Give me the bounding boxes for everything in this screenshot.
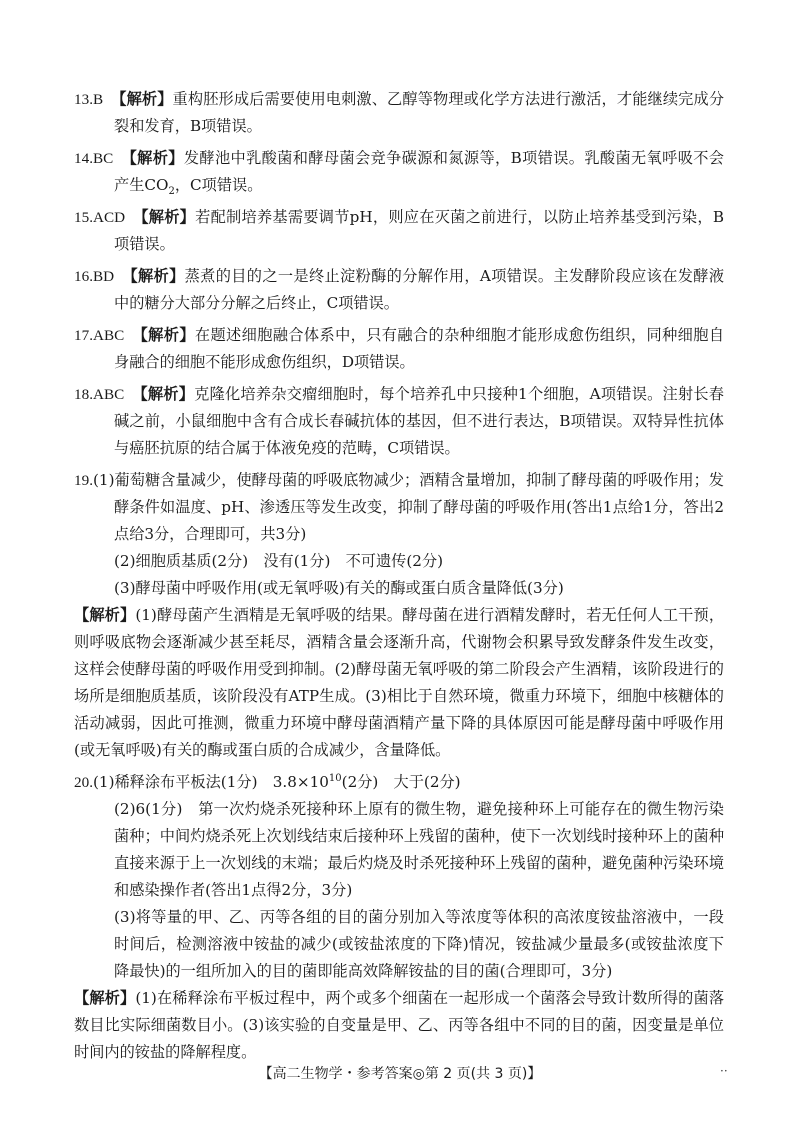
item-number: 15. [74, 209, 93, 226]
answer-item-19 [74, 467, 724, 764]
analysis-tag: 【解析】 [132, 326, 195, 344]
item-text: 在题述细胞融合体系中，只有融合的杂种细胞才能形成愈伤组织，同种细胞自身融合的细胞不能形成愈伤组织，D项错误。 [114, 326, 725, 371]
q19-part-3: (3)酵母菌中呼吸作用(或无氧呼吸)有关的酶或蛋白质含量降低(3分) [114, 579, 564, 597]
q19-analysis [74, 602, 724, 764]
item-text: 蒸煮的目的之一是终止淀粉酶的分解作用，A项错误。主发酵阶段应该在发酵液中的糖分大部分分解之后终止，C项错误。 [114, 267, 725, 312]
q20-part-1 [74, 769, 724, 796]
analysis-tag: 【解析】 [132, 385, 195, 403]
subscript: 2 [168, 186, 175, 198]
item-number: 17. [74, 327, 93, 344]
answer-item-20 [74, 769, 724, 1066]
item-text-end: ，C项错误。 [174, 176, 263, 194]
analysis-tag: 【解析】 [133, 208, 196, 226]
item-answer: ABC [92, 386, 125, 403]
analysis-tag: 【解析】 [74, 989, 136, 1007]
superscript: 10 [328, 772, 342, 784]
page-mark: ·· [720, 1064, 728, 1078]
answer-item-18 [74, 381, 724, 462]
item-number: 14. [74, 150, 93, 167]
q20-part-2: (2)6(1分) 第一次灼烧杀死接种环上原有的微生物，避免接种环上可能存在的微生物污染菌种；中间灼烧杀死上次划线结束后接种环上残留的菌种，使下一次划线时接种环上的菌种直接来源于上一次划线的末端；最后灼烧及时杀死接种环上残留的菌种，避免菌种污染环境和感染操作者(答出1点得2分，3分) [114, 800, 724, 899]
item-text: 发酵池中乳酸菌和酵母菌会竞争碳源和氮源等，B项错误。乳酸菌无氧呼吸不会产生CO [114, 149, 724, 194]
q20-analysis [74, 985, 724, 1066]
q20-analysis-text: (1)在稀释涂布平板过程中，两个或多个细菌在一起形成一个菌落会导致计数所得的菌落数目比实际细菌数目小。(3)该实验的自变量是甲、乙、丙等各组中不同的目的菌，因变量是单位时间内的铵盐的降解程度。 [74, 989, 725, 1061]
q19-part-1 [74, 467, 724, 548]
analysis-tag: 【解析】 [121, 149, 184, 167]
item-answer: BC [92, 150, 114, 167]
q20-part-1-text: (1)稀释涂布平板法(1分) 3.8×10 [92, 773, 329, 791]
item-number: 20. [74, 774, 93, 791]
answer-item-14 [74, 145, 724, 199]
answer-item-13 [74, 86, 724, 140]
answer-item-16 [74, 263, 724, 317]
q19-part-2: (2)细胞质基质(2分) 没有(1分) 不可遗传(2分) [114, 552, 444, 570]
analysis-tag: 【解析】 [122, 267, 185, 285]
q20-part-3: (3)将等量的甲、乙、丙等各组的目的菌分别加入等浓度等体积的高浓度铵盐溶液中，一段时间后，检测溶液中铵盐的减少(或铵盐浓度的下降)情况，铵盐减少量最多(或铵盐浓度下降最快)的一组所加入的目的菌即能高效降解铵盐的目的菌(合理即可，3分) [114, 908, 724, 980]
item-answer: B [92, 91, 104, 108]
q19-part-1-text: (1)葡萄糖含量减少，使酵母菌的呼吸底物减少；酒精含量增加，抑制了酵母菌的呼吸作用；发酵条件如温度、pH、渗透压等发生改变，抑制了酵母菌的呼吸作用(答出1点给1分，答出2点给3分，合理即可，共3分) [92, 471, 724, 543]
page-footer: 【高二生物学・参考答案◎第 2 页(共 3 页)】 [258, 1066, 542, 1082]
item-text: 克隆化培养杂交瘤细胞时，每个培养孔中只接种1个细胞，A项错误。注射长春碱之前，小鼠细胞中含有合成长春碱抗体的基因，但不进行表达，B项错误。双特异性抗体与癌胚抗原的结合属于体液免疫的范畴，C项错误。 [114, 385, 724, 457]
item-number: 19. [74, 472, 93, 489]
answer-content [74, 86, 724, 1071]
answer-item-15 [74, 204, 724, 258]
item-answer: ABC [92, 327, 125, 344]
item-text: 重构胚形成后需要使用电刺激、乙醇等物理或化学方法进行激活，才能继续完成分裂和发育，B项错误。 [114, 90, 724, 135]
answer-item-17 [74, 322, 724, 376]
analysis-tag: 【解析】 [111, 90, 173, 108]
item-answer: BD [92, 268, 115, 285]
item-number: 18. [74, 386, 93, 403]
q19-analysis-text: (1)酵母菌产生酒精是无氧呼吸的结果。酵母菌在进行酒精发酵时，若无任何人工干预，则呼吸底物会逐渐减少甚至耗尽，酒精含量会逐渐升高，代谢物会积累导致发酵条件发生改变，这样会使酵母菌的呼吸作用受到抑制。(2)酵母菌无氧呼吸的第二阶段会产生酒精，该阶段进行的场所是细胞质基质，该阶段没有ATP生成。(3)相比于自然环境，微重力环境下，细胞中核糖体的活动减弱，因此可推测，微重力环境中酵母菌酒精产量下降的具体原因可能是酵母菌中呼吸作用(或无氧呼吸)有关的酶或蛋白质的合成减少，含量降低。 [74, 606, 725, 759]
analysis-tag: 【解析】 [74, 606, 136, 624]
item-answer: ACD [92, 209, 126, 226]
item-number: 16. [74, 268, 93, 285]
item-text: 若配制培养基需要调节pH，则应在灭菌之前进行，以防止培养基受到污染，B项错误。 [114, 208, 724, 253]
q20-part-1-end: (2分) 大于(2分) [341, 773, 461, 791]
item-number: 13. [74, 91, 93, 108]
